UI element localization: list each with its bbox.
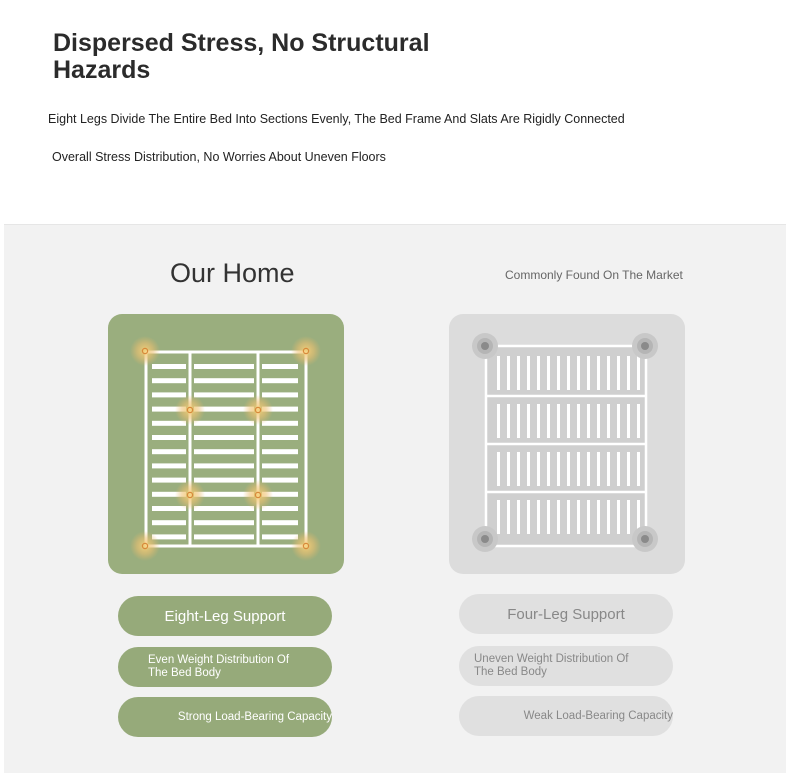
slat bbox=[194, 449, 254, 454]
slat bbox=[152, 478, 186, 483]
support-bar bbox=[607, 404, 610, 438]
slat bbox=[262, 392, 298, 397]
support-bar bbox=[607, 452, 610, 486]
support-bar bbox=[497, 356, 500, 390]
support-bar bbox=[517, 356, 520, 390]
market-distribution-badge bbox=[459, 646, 673, 686]
support-bar bbox=[527, 404, 530, 438]
support-bar bbox=[507, 500, 510, 534]
slat bbox=[194, 378, 254, 383]
leg-point-icon bbox=[641, 535, 649, 543]
slat bbox=[194, 506, 254, 511]
description-line-1: Eight Legs Divide The Entire Bed Into Sections Evenly, The Bed Frame And Slats Are Rigidly Connected bbox=[48, 112, 625, 126]
support-bar bbox=[567, 356, 570, 390]
market-support-badge bbox=[459, 594, 673, 634]
slat bbox=[262, 449, 298, 454]
slat bbox=[194, 364, 254, 369]
support-bar bbox=[537, 500, 540, 534]
support-bar bbox=[597, 404, 600, 438]
support-bar bbox=[597, 356, 600, 390]
slat bbox=[194, 534, 254, 539]
slat bbox=[152, 378, 186, 383]
support-bar bbox=[637, 356, 640, 390]
eight-leg-bed-frame-icon bbox=[108, 314, 344, 574]
support-bar bbox=[567, 404, 570, 438]
support-bar bbox=[517, 500, 520, 534]
support-bar bbox=[617, 404, 620, 438]
support-bar bbox=[507, 356, 510, 390]
leg-glow bbox=[291, 531, 321, 561]
ours-title: Our Home bbox=[170, 258, 295, 288]
slat bbox=[152, 392, 186, 397]
leg-point-icon bbox=[481, 342, 489, 350]
slat bbox=[262, 463, 298, 468]
slat bbox=[194, 463, 254, 468]
leg-glow bbox=[291, 336, 321, 366]
market-support-label: Four-Leg Support bbox=[507, 605, 625, 623]
header-section bbox=[0, 0, 790, 222]
support-bar bbox=[507, 404, 510, 438]
support-bar bbox=[557, 356, 560, 390]
slat bbox=[152, 463, 186, 468]
support-bar bbox=[597, 500, 600, 534]
support-bar bbox=[527, 356, 530, 390]
support-bar bbox=[577, 452, 580, 486]
slat bbox=[194, 478, 254, 483]
support-bar bbox=[567, 500, 570, 534]
support-bar bbox=[547, 356, 550, 390]
support-bar bbox=[517, 404, 520, 438]
support-bar bbox=[627, 500, 630, 534]
support-bar bbox=[587, 452, 590, 486]
leg-glow bbox=[243, 480, 273, 510]
description-line-2: Overall Stress Distribution, No Worries About Uneven Floors bbox=[52, 150, 386, 164]
support-bar bbox=[617, 500, 620, 534]
support-bar bbox=[607, 500, 610, 534]
support-bar bbox=[497, 452, 500, 486]
support-bar bbox=[587, 500, 590, 534]
leg-point-icon bbox=[481, 535, 489, 543]
support-bar bbox=[607, 356, 610, 390]
slat bbox=[262, 478, 298, 483]
market-capacity-label: Weak Load-Bearing Capacity bbox=[523, 709, 673, 722]
support-bar bbox=[597, 452, 600, 486]
leg-glow bbox=[175, 395, 205, 425]
leg-glow bbox=[243, 395, 273, 425]
support-bar bbox=[627, 404, 630, 438]
support-bar bbox=[557, 452, 560, 486]
support-bar bbox=[587, 404, 590, 438]
slat bbox=[152, 435, 186, 440]
headline: Dispersed Stress, No Structural Hazards bbox=[53, 29, 430, 84]
support-bar bbox=[537, 404, 540, 438]
market-distribution-label: Uneven Weight Distribution Of The Bed Body bbox=[474, 653, 629, 678]
leg-point-icon bbox=[641, 342, 649, 350]
support-bar bbox=[527, 500, 530, 534]
slat bbox=[262, 378, 298, 383]
support-bar bbox=[537, 356, 540, 390]
support-bar bbox=[627, 452, 630, 486]
support-bar bbox=[547, 500, 550, 534]
slat bbox=[262, 520, 298, 525]
ours-bed-illustration bbox=[108, 314, 344, 574]
slat bbox=[262, 534, 298, 539]
slat bbox=[194, 520, 254, 525]
support-bar bbox=[637, 404, 640, 438]
support-bar bbox=[547, 404, 550, 438]
support-bar bbox=[627, 356, 630, 390]
slat bbox=[152, 449, 186, 454]
slat bbox=[194, 392, 254, 397]
support-bar bbox=[537, 452, 540, 486]
slat bbox=[194, 435, 254, 440]
support-bar bbox=[517, 452, 520, 486]
support-bar bbox=[637, 452, 640, 486]
ours-support-badge bbox=[118, 596, 332, 636]
ours-support-label: Eight-Leg Support bbox=[164, 607, 286, 625]
support-bar bbox=[567, 452, 570, 486]
support-bar bbox=[557, 500, 560, 534]
slat bbox=[194, 421, 254, 426]
support-bar bbox=[577, 404, 580, 438]
slat bbox=[152, 520, 186, 525]
support-bar bbox=[547, 452, 550, 486]
slat bbox=[262, 506, 298, 511]
support-bar bbox=[587, 356, 590, 390]
leg-glow bbox=[130, 336, 160, 366]
ours-distribution-label: Even Weight Distribution Of The Bed Body bbox=[148, 654, 290, 679]
leg-glow bbox=[175, 480, 205, 510]
support-bar bbox=[497, 404, 500, 438]
ours-capacity-label: Strong Load-Bearing Capacity bbox=[177, 710, 332, 723]
four-leg-bed-frame-icon bbox=[449, 314, 685, 574]
market-title: Commonly Found On The Market bbox=[505, 268, 683, 282]
support-bar bbox=[507, 452, 510, 486]
market-capacity-badge bbox=[459, 696, 673, 736]
ours-capacity-badge bbox=[118, 697, 332, 737]
slat bbox=[262, 435, 298, 440]
leg-glow bbox=[130, 531, 160, 561]
support-bar bbox=[617, 356, 620, 390]
ours-distribution-badge bbox=[118, 647, 332, 687]
support-bar bbox=[617, 452, 620, 486]
support-bar bbox=[527, 452, 530, 486]
support-bar bbox=[577, 356, 580, 390]
support-bar bbox=[497, 500, 500, 534]
support-bar bbox=[557, 404, 560, 438]
market-bed-illustration bbox=[449, 314, 685, 574]
support-bar bbox=[577, 500, 580, 534]
slat bbox=[152, 364, 186, 369]
slat bbox=[262, 364, 298, 369]
